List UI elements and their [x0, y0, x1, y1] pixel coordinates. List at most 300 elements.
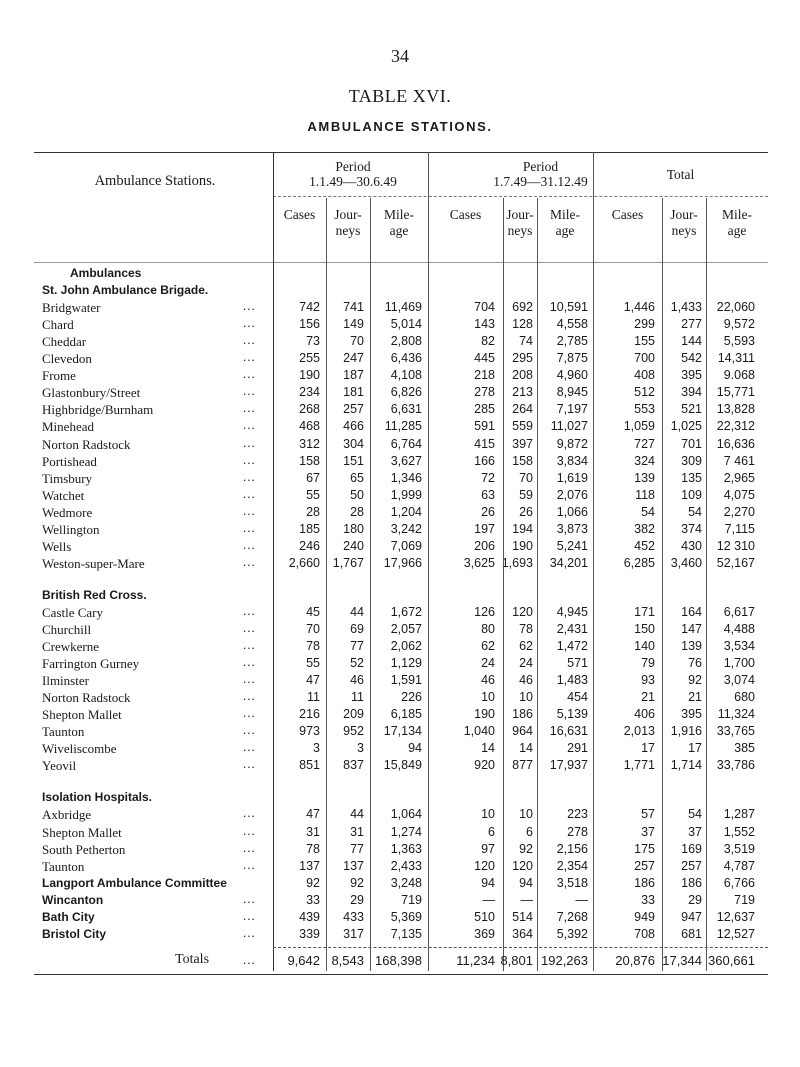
- cell-value: 29: [350, 893, 364, 907]
- cell-value: 47: [306, 807, 320, 821]
- table-row: [0, 758, 800, 775]
- station-name: Wiveliscombe: [42, 741, 117, 756]
- cell-value: 395: [681, 368, 702, 382]
- cell-value: 680: [734, 690, 755, 704]
- cell-value: 1,771: [623, 758, 655, 772]
- cell-value: 2,057: [390, 622, 422, 636]
- cell-value: 158: [299, 454, 320, 468]
- cell-value: 31: [306, 825, 320, 839]
- table-row: [0, 522, 800, 539]
- station-name: South Petherton: [42, 842, 126, 857]
- cell-value: 5,241: [556, 539, 588, 553]
- cell-value: 76: [688, 656, 702, 670]
- cell-value: 149: [343, 317, 364, 331]
- cell-value: 72: [481, 471, 495, 485]
- total-value: 168,398: [375, 953, 422, 968]
- table-row: [0, 454, 800, 471]
- cell-value: 156: [299, 317, 320, 331]
- cell-value: 24: [481, 656, 495, 670]
- page-number: 34: [391, 46, 409, 66]
- cell-value: 17: [688, 741, 702, 755]
- cell-value: 54: [688, 807, 702, 821]
- cell-value: 17,134: [383, 724, 422, 738]
- cell-value: 268: [299, 402, 320, 416]
- total-value: 8,801: [500, 953, 533, 968]
- cell-value: 31: [350, 825, 364, 839]
- leader-dots: ...: [243, 637, 256, 652]
- cell-value: 45: [306, 605, 320, 619]
- cell-value: 69: [350, 622, 364, 636]
- cell-value: 6,617: [723, 605, 755, 619]
- cell-value: 80: [481, 622, 495, 636]
- cell-value: 514: [512, 910, 533, 924]
- leader-dots: ...: [243, 486, 256, 501]
- cell-value: 213: [512, 385, 533, 399]
- cell-value: 190: [474, 707, 495, 721]
- cell-value: 415: [474, 437, 495, 451]
- header-period1-dates: 1.1.49—30.6.49: [309, 174, 397, 189]
- cell-value: 2,433: [390, 859, 422, 873]
- station-name: Bristol City: [42, 927, 107, 941]
- cell-value: 6,185: [390, 707, 422, 721]
- cell-value: 140: [634, 639, 655, 653]
- cell-value: 37: [688, 825, 702, 839]
- cell-value: 324: [634, 454, 655, 468]
- station-name: Highbridge/Burnham: [42, 402, 154, 417]
- cell-value: 1,363: [390, 842, 422, 856]
- cell-value: 10: [481, 690, 495, 704]
- cell-value: 15,771: [716, 385, 755, 399]
- cell-value: 234: [299, 385, 320, 399]
- cell-value: 12,637: [716, 910, 755, 924]
- cell-value: 949: [634, 910, 655, 924]
- table-row: [0, 656, 800, 673]
- leader-dots: ...: [243, 756, 256, 771]
- cell-value: 5,369: [390, 910, 422, 924]
- cell-value: 94: [519, 876, 533, 890]
- header-top-rule: [34, 152, 768, 153]
- cell-value: 17,937: [549, 758, 588, 772]
- cell-value: 21: [688, 690, 702, 704]
- cell-value: 2,965: [723, 471, 755, 485]
- total-value: 360,661: [708, 953, 755, 968]
- table-row: [0, 807, 800, 824]
- cell-value: 454: [567, 690, 588, 704]
- cell-value: 44: [350, 807, 364, 821]
- cell-value: 512: [634, 385, 655, 399]
- cell-value: 445: [474, 351, 495, 365]
- cell-value: 1,472: [556, 639, 588, 653]
- cell-value: 16,636: [716, 437, 755, 451]
- table-row: [0, 437, 800, 454]
- cell-value: 216: [299, 707, 320, 721]
- cell-value: 190: [299, 368, 320, 382]
- cell-value: 521: [681, 402, 702, 416]
- cell-value: 719: [401, 893, 422, 907]
- cell-value: 150: [634, 622, 655, 636]
- table-row: [0, 471, 800, 488]
- cell-value: 2,660: [288, 556, 320, 570]
- table-row: [0, 876, 800, 893]
- cell-value: 185: [299, 522, 320, 536]
- table-row: [0, 893, 800, 910]
- cell-value: 452: [634, 539, 655, 553]
- total-value: 20,876: [615, 953, 655, 968]
- header-total: Total: [666, 167, 695, 182]
- cell-value: 741: [343, 300, 364, 314]
- cell-value: 17,966: [383, 556, 422, 570]
- cell-value: 139: [681, 639, 702, 653]
- cell-value: 681: [681, 927, 702, 941]
- station-name: Minehead: [42, 419, 94, 434]
- cell-value: 406: [634, 707, 655, 721]
- cell-value: 1,025: [670, 419, 702, 433]
- cell-value: 14: [519, 741, 533, 755]
- cell-value: 9,872: [556, 437, 588, 451]
- station-name: Portishead: [42, 454, 97, 469]
- cell-value: 158: [512, 454, 533, 468]
- cell-value: 3,625: [463, 556, 495, 570]
- cell-value: 139: [634, 471, 655, 485]
- cell-value: 4,787: [723, 859, 755, 873]
- table-row: [0, 622, 800, 639]
- cell-value: 186: [681, 876, 702, 890]
- cell-value: 2,013: [623, 724, 655, 738]
- leader-dots: ...: [243, 332, 256, 347]
- table-row: [0, 556, 800, 573]
- column-divider: [593, 152, 594, 971]
- cell-value: 166: [474, 454, 495, 468]
- table-row: [0, 539, 800, 556]
- cell-value: 6: [488, 825, 495, 839]
- cell-value: 16,631: [549, 724, 588, 738]
- cell-value: 468: [299, 419, 320, 433]
- cell-value: 1,446: [623, 300, 655, 314]
- leader-dots: ...: [243, 469, 256, 484]
- cell-value: 155: [634, 334, 655, 348]
- cell-value: 4,960: [556, 368, 588, 382]
- cell-value: 128: [512, 317, 533, 331]
- subheader-mileage: Mile-: [384, 207, 414, 222]
- cell-value: 21: [641, 690, 655, 704]
- cell-value: 209: [343, 707, 364, 721]
- cell-value: 28: [350, 505, 364, 519]
- cell-value: 291: [567, 741, 588, 755]
- cell-value: 571: [567, 656, 588, 670]
- leader-dots: ...: [243, 537, 256, 552]
- cell-value: 52,167: [716, 556, 755, 570]
- station-name: St. John Ambulance Brigade.: [42, 283, 209, 297]
- cell-value: 63: [481, 488, 495, 502]
- cell-value: 44: [350, 605, 364, 619]
- cell-value: 1,767: [332, 556, 364, 570]
- cell-value: 591: [474, 419, 495, 433]
- leader-dots: ...: [243, 400, 256, 415]
- cell-value: 837: [343, 758, 364, 772]
- cell-value: 67: [306, 471, 320, 485]
- cell-value: 54: [688, 505, 702, 519]
- cell-value: 47: [306, 673, 320, 687]
- cell-value: 14: [481, 741, 495, 755]
- cell-value: 11,285: [384, 419, 422, 433]
- leader-dots: ...: [243, 452, 256, 467]
- leader-dots: ...: [243, 952, 256, 967]
- station-name: Weston-super-Mare: [42, 556, 145, 571]
- cell-value: 727: [634, 437, 655, 451]
- cell-value: 206: [474, 539, 495, 553]
- column-divider: [428, 152, 429, 971]
- subheader-journeys: neys: [335, 223, 361, 238]
- cell-value: —: [482, 893, 495, 907]
- cell-value: 26: [481, 505, 495, 519]
- cell-value: 1,552: [723, 825, 755, 839]
- cell-value: 430: [681, 539, 702, 553]
- cell-value: 255: [299, 351, 320, 365]
- cell-value: 246: [299, 539, 320, 553]
- table-row: [0, 859, 800, 876]
- subheader-mileage: age: [389, 223, 409, 238]
- cell-value: 93: [641, 673, 655, 687]
- cell-value: 169: [681, 842, 702, 856]
- cell-value: 1,916: [670, 724, 702, 738]
- cell-value: 877: [512, 758, 533, 772]
- column-divider: [537, 198, 538, 971]
- cell-value: 175: [634, 842, 655, 856]
- cell-value: 3: [313, 741, 320, 755]
- cell-value: 7,115: [724, 522, 755, 536]
- cell-value: 97: [481, 842, 495, 856]
- period-rule: [273, 196, 768, 197]
- section-heading: British Red Cross.: [42, 588, 147, 602]
- leader-dots: ...: [243, 908, 256, 923]
- station-name: Langport Ambulance Committee: [42, 876, 227, 890]
- cell-value: 6,764: [390, 437, 422, 451]
- cell-value: 2,270: [723, 505, 755, 519]
- cell-value: 3,518: [556, 876, 588, 890]
- cell-value: 1,274: [390, 825, 422, 839]
- leader-dots: ...: [243, 298, 256, 313]
- cell-value: 92: [519, 842, 533, 856]
- cell-value: 120: [512, 859, 533, 873]
- leader-dots: ...: [243, 739, 256, 754]
- cell-value: 24: [519, 656, 533, 670]
- station-name: Shepton Mallet: [42, 707, 122, 722]
- cell-value: 369: [474, 927, 495, 941]
- leader-dots: ...: [243, 805, 256, 820]
- cell-value: 7,069: [390, 539, 422, 553]
- cell-value: 77: [350, 639, 364, 653]
- cell-value: 144: [681, 334, 702, 348]
- leader-dots: ...: [243, 840, 256, 855]
- table-row: [0, 842, 800, 859]
- leader-dots: ...: [243, 654, 256, 669]
- cell-value: 382: [634, 522, 655, 536]
- totals-rule: [273, 947, 768, 948]
- cell-value: 3,074: [723, 673, 755, 687]
- section-heading: Isolation Hospitals.: [42, 790, 153, 804]
- station-name: Axbridge: [42, 807, 92, 822]
- column-divider: [503, 198, 504, 971]
- cell-value: 510: [474, 910, 495, 924]
- cell-value: 22,060: [716, 300, 755, 314]
- total-value: 17,344: [662, 953, 702, 968]
- cell-value: 1,714: [670, 758, 702, 772]
- cell-value: 94: [481, 876, 495, 890]
- cell-value: 17: [641, 741, 655, 755]
- cell-value: 278: [567, 825, 588, 839]
- table-row: [0, 505, 800, 522]
- total-value: 9,642: [287, 953, 320, 968]
- cell-value: 304: [343, 437, 364, 451]
- cell-value: 1,129: [390, 656, 422, 670]
- cell-value: 364: [512, 927, 533, 941]
- cell-value: 5,392: [556, 927, 588, 941]
- cell-value: 3: [357, 741, 364, 755]
- leader-dots: ...: [243, 722, 256, 737]
- leader-dots: ...: [243, 891, 256, 906]
- station-name: Yeovil: [42, 758, 77, 773]
- cell-value: —: [520, 893, 533, 907]
- station-name: Frome: [42, 368, 76, 383]
- cell-value: 264: [512, 402, 533, 416]
- cell-value: 180: [343, 522, 364, 536]
- table-row: [0, 605, 800, 622]
- table-row: [0, 927, 800, 944]
- cell-value: 79: [641, 656, 655, 670]
- cell-value: 542: [681, 351, 702, 365]
- cell-value: 6,285: [623, 556, 655, 570]
- column-divider: [370, 198, 371, 971]
- cell-value: 7,135: [390, 927, 422, 941]
- subheader-mileage: age: [727, 223, 747, 238]
- cell-value: 190: [512, 539, 533, 553]
- cell-value: 742: [299, 300, 320, 314]
- cell-value: 151: [343, 454, 364, 468]
- cell-value: 28: [306, 505, 320, 519]
- cell-value: 2,808: [390, 334, 422, 348]
- cell-value: 1,999: [390, 488, 422, 502]
- cell-value: 143: [474, 317, 495, 331]
- cell-value: 6,766: [723, 876, 755, 890]
- cell-value: 5,139: [556, 707, 588, 721]
- table-row: [0, 724, 800, 741]
- station-name: Wellington: [42, 522, 100, 537]
- cell-value: 78: [306, 639, 320, 653]
- station-name: Churchill: [42, 622, 92, 637]
- cell-value: 7,197: [556, 402, 588, 416]
- table-row: [0, 402, 800, 419]
- table-row: [0, 488, 800, 505]
- cell-value: 700: [634, 351, 655, 365]
- cell-value: 1,700: [723, 656, 755, 670]
- leader-dots: ...: [243, 620, 256, 635]
- total-value: 8,543: [331, 953, 364, 968]
- cell-value: 277: [681, 317, 702, 331]
- cell-value: 73: [306, 334, 320, 348]
- cell-value: 374: [681, 522, 702, 536]
- cell-value: 46: [481, 673, 495, 687]
- cell-value: 2,785: [556, 334, 588, 348]
- cell-value: 1,066: [556, 505, 588, 519]
- cell-value: 187: [343, 368, 364, 382]
- subheader-cases: Cases: [449, 207, 482, 222]
- subheader-journeys: neys: [671, 223, 697, 238]
- cell-value: 6,436: [390, 351, 422, 365]
- cell-value: 62: [519, 639, 533, 653]
- cell-value: 171: [634, 605, 655, 619]
- section-heading: Ambulances: [70, 266, 142, 280]
- station-name: Watchet: [42, 488, 85, 503]
- leader-dots: ...: [243, 603, 256, 618]
- cell-value: 55: [306, 656, 320, 670]
- leader-dots: ...: [243, 554, 256, 569]
- subheader-journeys: neys: [507, 223, 533, 238]
- cell-value: 11: [307, 690, 320, 704]
- cell-value: 92: [350, 876, 364, 890]
- cell-value: 247: [343, 351, 364, 365]
- table-row: [0, 690, 800, 707]
- cell-value: 4,075: [723, 488, 755, 502]
- cell-value: 7,268: [556, 910, 588, 924]
- table-row: [0, 283, 800, 300]
- cell-value: 3,834: [556, 454, 588, 468]
- leader-dots: ...: [243, 315, 256, 330]
- cell-value: 33: [306, 893, 320, 907]
- leader-dots: ...: [243, 383, 256, 398]
- cell-value: 54: [641, 505, 655, 519]
- cell-value: 964: [512, 724, 533, 738]
- cell-value: 920: [474, 758, 495, 772]
- cell-value: 6: [526, 825, 533, 839]
- cell-value: 299: [634, 317, 655, 331]
- cell-value: 194: [512, 522, 533, 536]
- cell-value: 1,433: [670, 300, 702, 314]
- cell-value: 339: [299, 927, 320, 941]
- cell-value: 22,312: [716, 419, 755, 433]
- cell-value: 240: [343, 539, 364, 553]
- station-name: Wells: [42, 539, 72, 554]
- leader-dots: ...: [243, 417, 256, 432]
- cell-value: 6,631: [390, 402, 422, 416]
- subheader-mileage: age: [555, 223, 575, 238]
- subheader-cases: Cases: [611, 207, 644, 222]
- leader-dots: ...: [243, 857, 256, 872]
- cell-value: 126: [474, 605, 495, 619]
- table-row: [0, 910, 800, 927]
- cell-value: 137: [299, 859, 320, 873]
- cell-value: 9,572: [723, 317, 755, 331]
- cell-value: 50: [350, 488, 364, 502]
- cell-value: 62: [481, 639, 495, 653]
- cell-value: 118: [635, 488, 655, 502]
- cell-value: 4,945: [556, 605, 588, 619]
- cell-value: 12 310: [716, 539, 755, 553]
- cell-value: 181: [343, 385, 364, 399]
- cell-value: 947: [681, 910, 702, 924]
- table-row: [0, 419, 800, 436]
- cell-value: 395: [681, 707, 702, 721]
- cell-value: 92: [306, 876, 320, 890]
- cell-value: 257: [343, 402, 364, 416]
- cell-value: 3,242: [390, 522, 422, 536]
- cell-value: 120: [474, 859, 495, 873]
- cell-value: 137: [343, 859, 364, 873]
- cell-value: 46: [519, 673, 533, 687]
- table-row: [0, 334, 800, 351]
- cell-value: 295: [512, 351, 533, 365]
- cell-value: 2,431: [556, 622, 588, 636]
- cell-value: 708: [634, 927, 655, 941]
